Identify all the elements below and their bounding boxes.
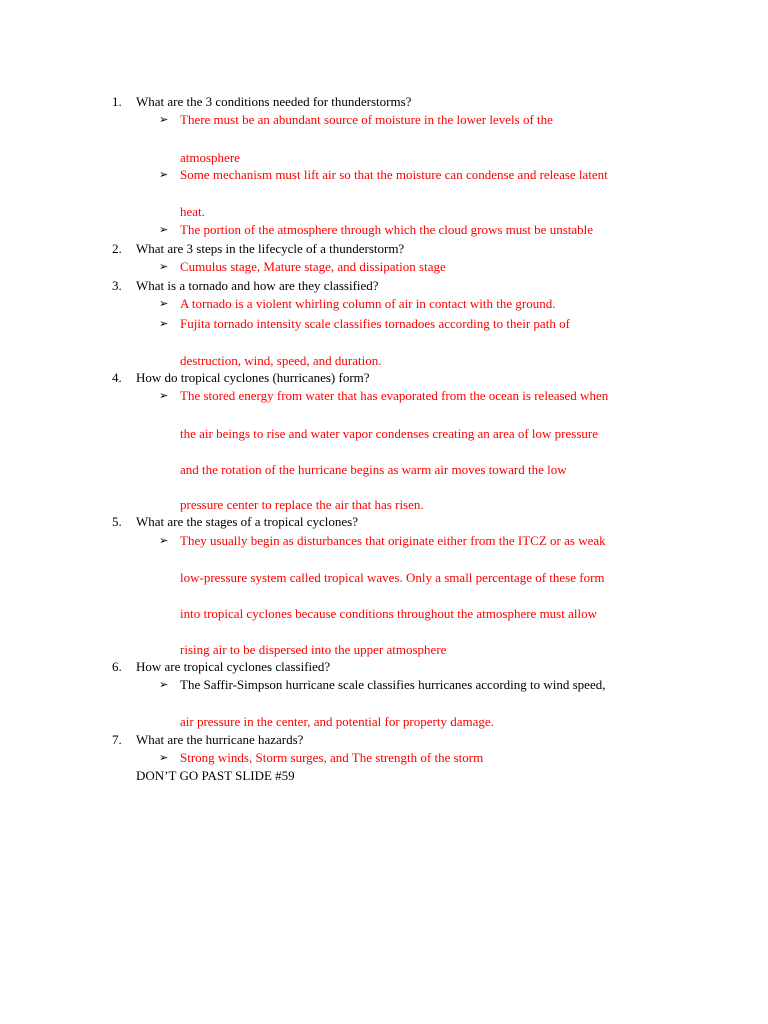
answer-line: Cumulus stage, Mature stage, and dissipation stage [180,259,446,274]
answer-line: There must be an abundant source of moisture in the lower levels of the [180,112,553,127]
answer-line: atmosphere [180,150,240,165]
question-number: 2. [112,241,122,256]
question-text: What is a tornado and how are they classified? [136,278,379,293]
question-number: 1. [112,94,122,109]
question-number: 5. [112,514,122,529]
question-number: 4. [112,370,122,385]
answer-line: destruction, wind, speed, and duration. [180,353,382,368]
question-text: What are the hurricane hazards? [136,732,304,747]
arrow-bullet-icon: ➢ [159,260,169,273]
answer-line: The Saffir-Simpson hurricane scale classifies hurricanes according to wind speed, [180,677,606,692]
answer-line: the air beings to rise and water vapor condenses creating an area of low pressure [180,426,598,441]
question-text: How are tropical cyclones classified? [136,659,331,674]
arrow-bullet-icon: ➢ [159,534,169,547]
question-text: How do tropical cyclones (hurricanes) form? [136,370,370,385]
answer-line: into tropical cyclones because conditions throughout the atmosphere must allow [180,606,597,621]
answer-line: and the rotation of the hurricane begins as warm air moves toward the low [180,462,567,477]
arrow-bullet-icon: ➢ [159,297,169,310]
arrow-bullet-icon: ➢ [159,317,169,330]
arrow-bullet-icon: ➢ [159,389,169,402]
arrow-bullet-icon: ➢ [159,223,169,236]
question-number: 3. [112,278,122,293]
arrow-bullet-icon: ➢ [159,678,169,691]
answer-line: Some mechanism must lift air so that the moisture can condense and release latent [180,167,608,182]
answer-line: A tornado is a violent whirling column of air in contact with the ground. [180,296,556,311]
arrow-bullet-icon: ➢ [159,751,169,764]
question-number: 6. [112,659,122,674]
answer-line: The stored energy from water that has evaporated from the ocean is released when [180,388,609,403]
question-text: What are 3 steps in the lifecycle of a thunderstorm? [136,241,405,256]
answer-line: rising air to be dispersed into the upper atmosphere [180,642,447,657]
answer-line: pressure center to replace the air that has risen. [180,497,424,512]
question-text: What are the stages of a tropical cyclones? [136,514,358,529]
arrow-bullet-icon: ➢ [159,168,169,181]
question-number: 7. [112,732,122,747]
answer-line: The portion of the atmosphere through which the cloud grows must be unstable [180,222,594,237]
answer-line: Strong winds, Storm surges, and The strength of the storm [180,750,484,765]
question-text: What are the 3 conditions needed for thunderstorms? [136,94,412,109]
answer-line: Fujita tornado intensity scale classifies tornadoes according to their path of [180,316,570,331]
answer-line: They usually begin as disturbances that originate either from the ITCZ or as weak [180,533,606,548]
answer-line: air pressure in the center, and potential for property damage. [180,714,494,729]
footer-note: DON’T GO PAST SLIDE #59 [136,768,295,783]
answer-line: heat. [180,204,205,219]
answer-line: low-pressure system called tropical waves. Only a small percentage of these form [180,570,605,585]
arrow-bullet-icon: ➢ [159,113,169,126]
